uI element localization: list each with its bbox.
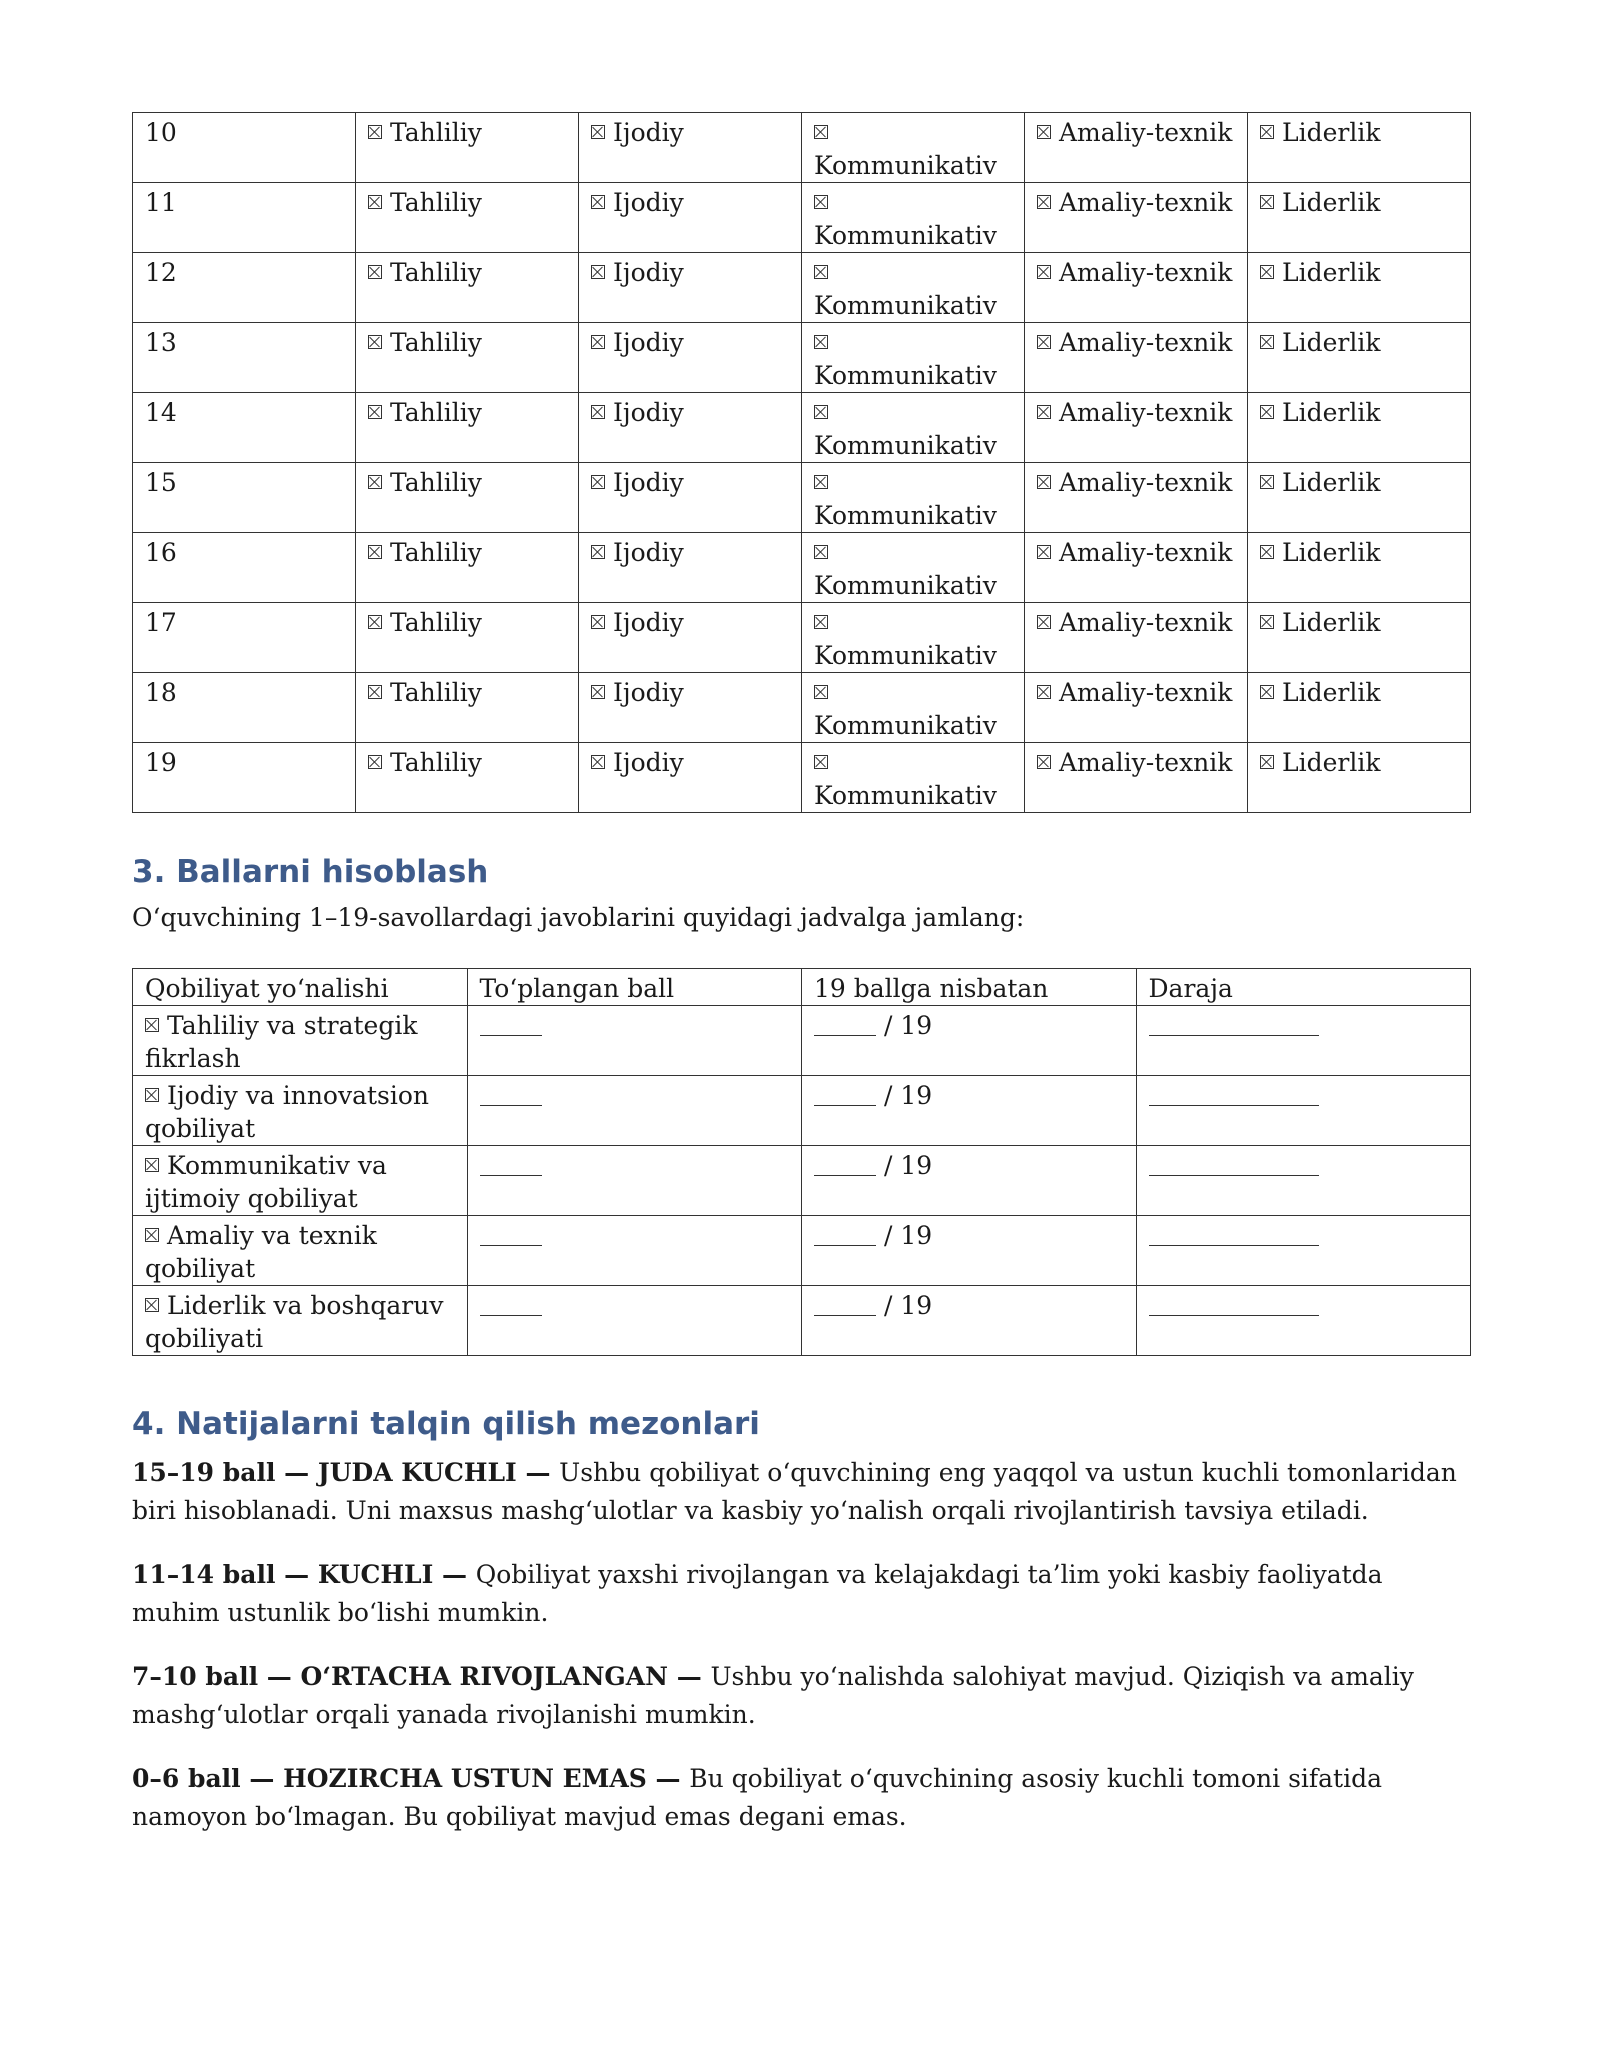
checkbox-icon[interactable] [1260,475,1274,489]
option-cell[interactable] [1248,533,1471,603]
option-cell[interactable] [356,113,579,183]
option-label: Tahliliy [390,468,482,497]
answer-table [132,112,1471,813]
checkbox-icon[interactable] [1260,545,1274,559]
ability-cell [133,1216,468,1286]
option-label: Liderlik [1282,538,1381,567]
option-cell[interactable] [1248,323,1471,393]
ratio-blank[interactable] [814,1083,876,1106]
checkbox-icon[interactable] [368,335,382,349]
option-label: Kommunikativ [814,151,997,180]
option-cell[interactable] [1025,603,1248,673]
option-label: Ijodiy [613,608,684,637]
option-cell[interactable] [356,603,579,673]
option-cell[interactable] [1248,673,1471,743]
criterion-range: 7–10 ball [132,1662,259,1691]
option-label: Ijodiy [613,328,684,357]
ability-label: Liderlik va boshqaruv qobiliyati [145,1291,444,1353]
level-blank[interactable] [1149,1013,1319,1036]
option-cell[interactable] [1025,253,1248,323]
option-cell[interactable] [579,323,802,393]
option-label: Liderlik [1282,118,1381,147]
score-cell[interactable] [467,1286,802,1356]
level-cell[interactable] [1136,1216,1471,1286]
level-blank[interactable] [1149,1223,1319,1246]
checkbox-icon[interactable] [145,1158,159,1172]
question-number: 10 [133,113,356,183]
checkbox-icon[interactable] [368,685,382,699]
question-row [133,603,1471,673]
criterion: 15–19 ball — JUDA KUCHLI — Ushbu qobiliyat o‘quvchining eng yaqqol va ustun kuchli tomonlaridan biri hisoblanadi. Uni maxsus mashg‘ulotlar va kasbiy yo‘nalish orqali rivojlantirish tavsiya etiladi. [132,1458,1457,1525]
checkbox-icon[interactable] [1260,265,1274,279]
option-label: Liderlik [1282,398,1381,427]
checkbox-icon[interactable] [368,265,382,279]
option-label: Kommunikativ [814,221,997,250]
option-cell[interactable] [802,253,1025,323]
checkbox-icon[interactable] [591,405,605,419]
option-label: Kommunikativ [814,291,997,320]
header-cell: To‘plangan ball [467,969,802,1006]
option-label: Tahliliy [390,678,482,707]
checkbox-icon[interactable] [145,1228,159,1242]
checkbox-icon[interactable] [1037,125,1051,139]
level-cell[interactable] [1136,1146,1471,1216]
ratio-cell[interactable] [802,1216,1137,1286]
option-cell[interactable] [356,393,579,463]
option-cell[interactable] [356,533,579,603]
checkbox-icon[interactable] [368,195,382,209]
checkbox-icon[interactable] [368,125,382,139]
out-of-label: / 19 [884,1011,933,1040]
checkbox-icon[interactable] [145,1088,159,1102]
out-of-label: / 19 [884,1221,933,1250]
option-label: Tahliliy [390,118,482,147]
criterion-level: HOZIRCHA USTUN EMAS [283,1764,647,1793]
option-cell[interactable] [579,463,802,533]
ability-label: Tahliliy va strategik fikrlash [145,1011,418,1073]
option-cell[interactable] [1248,743,1471,813]
option-label: Amaliy-texnik [1059,468,1233,497]
ratio-blank[interactable] [814,1223,876,1246]
criterion-level: JUDA KUCHLI [317,1458,517,1487]
score-table-header [133,969,1471,1006]
checkbox-icon[interactable] [1037,615,1051,629]
criterion: 7–10 ball — O‘RTACHA RIVOJLANGAN — Ushbu yo‘nalishda salohiyat mavjud. Qiziqish va amaliy mashg‘ulotlar orqali yanada rivojlanishi mumkin. [132,1662,1414,1729]
score-row [133,1076,1471,1146]
option-cell[interactable] [802,113,1025,183]
checkbox-icon[interactable] [1260,615,1274,629]
ability-cell [133,1076,468,1146]
criterion-range: 0–6 ball [132,1764,241,1793]
option-cell[interactable] [802,533,1025,603]
option-label: Ijodiy [613,118,684,147]
level-cell[interactable] [1136,1286,1471,1356]
question-number: 13 [133,323,356,393]
option-cell[interactable] [579,533,802,603]
question-row [133,463,1471,533]
option-label: Amaliy-texnik [1059,678,1233,707]
criterion: 11–14 ball — KUCHLI — Qobiliyat yaxshi rivojlangan va kelajakdagi ta’lim yoki kasbiy faoliyatda muhim ustunlik bo‘lishi mumkin. [132,1560,1383,1627]
option-label: Tahliliy [390,538,482,567]
section-3-title: 3. Ballarni hisoblash [132,854,489,890]
checkbox-icon[interactable] [814,615,828,629]
option-cell[interactable] [579,393,802,463]
criterion-text: Ushbu qobiliyat o‘quvchining eng yaqqol va ustun kuchli tomonlaridan biri hisoblanadi. Uni maxsus mashg‘ulotlar va kasbiy yo‘nalish orqali rivojlantirish tavsiya etiladi. [132,1458,1457,1525]
question-number: 19 [133,743,356,813]
checkbox-icon[interactable] [1037,685,1051,699]
option-label: Amaliy-texnik [1059,398,1233,427]
option-label: Amaliy-texnik [1059,328,1233,357]
option-cell[interactable] [1025,533,1248,603]
checkbox-icon[interactable] [591,615,605,629]
option-cell[interactable] [1248,253,1471,323]
criterion-range: 15–19 ball [132,1458,276,1487]
question-row [133,323,1471,393]
option-cell[interactable] [802,183,1025,253]
checkbox-icon[interactable] [368,405,382,419]
ability-cell [133,1146,468,1216]
checkbox-icon[interactable] [814,685,828,699]
checkbox-icon[interactable] [1037,755,1051,769]
criterion-text: Ushbu yo‘nalishda salohiyat mavjud. Qiziqish va amaliy mashg‘ulotlar orqali yanada rivojlanishi mumkin. [132,1662,1414,1729]
checkbox-icon[interactable] [814,755,828,769]
section-3-intro: O‘quvchining 1–19-savollardagi javoblarini quyidagi jadvalga jamlang: [132,903,1025,932]
ability-cell [133,1286,468,1356]
checkbox-icon[interactable] [1037,405,1051,419]
score-blank[interactable] [480,1153,542,1176]
option-cell[interactable] [1025,183,1248,253]
question-number: 16 [133,533,356,603]
checkbox-icon[interactable] [145,1018,159,1032]
option-label: Kommunikativ [814,361,997,390]
checkbox-icon[interactable] [368,545,382,559]
option-cell[interactable] [1025,673,1248,743]
option-label: Tahliliy [390,608,482,637]
criteria-list [132,1454,1470,1862]
checkbox-icon[interactable] [145,1298,159,1312]
checkbox-icon[interactable] [1260,405,1274,419]
option-cell[interactable] [1248,393,1471,463]
option-cell[interactable] [802,463,1025,533]
out-of-label: / 19 [884,1291,933,1320]
option-cell[interactable] [1248,463,1471,533]
section-4-title: 4. Natijalarni talqin qilish mezonlari [132,1406,760,1442]
option-label: Liderlik [1282,188,1381,217]
option-label: Kommunikativ [814,641,997,670]
out-of-label: / 19 [884,1151,933,1180]
option-label: Ijodiy [613,678,684,707]
question-number: 12 [133,253,356,323]
option-label: Ijodiy [613,398,684,427]
ability-label: Ijodiy va innovatsion qobiliyat [145,1081,430,1143]
option-label: Ijodiy [613,468,684,497]
score-cell[interactable] [467,1146,802,1216]
option-label: Kommunikativ [814,501,997,530]
score-blank[interactable] [480,1223,542,1246]
question-row [133,183,1471,253]
ratio-cell[interactable] [802,1006,1137,1076]
score-row [133,1146,1471,1216]
question-number: 17 [133,603,356,673]
criterion-text: Qobiliyat yaxshi rivojlangan va kelajakdagi ta’lim yoki kasbiy faoliyatda muhim ustunlik bo‘lishi mumkin. [132,1560,1383,1627]
checkbox-icon[interactable] [591,195,605,209]
checkbox-icon[interactable] [814,125,828,139]
criterion-level: KUCHLI [317,1560,434,1589]
level-blank[interactable] [1149,1293,1319,1316]
option-label: Ijodiy [613,748,684,777]
question-row [133,673,1471,743]
checkbox-icon[interactable] [368,755,382,769]
score-cell[interactable] [467,1006,802,1076]
ratio-cell[interactable] [802,1076,1137,1146]
checkbox-icon[interactable] [591,545,605,559]
checkbox-icon[interactable] [591,335,605,349]
option-label: Kommunikativ [814,711,997,740]
score-blank[interactable] [480,1083,542,1106]
question-row [133,743,1471,813]
score-blank[interactable] [480,1293,542,1316]
option-label: Ijodiy [613,188,684,217]
option-cell[interactable] [356,253,579,323]
option-cell[interactable] [579,603,802,673]
option-label: Tahliliy [390,258,482,287]
score-row [133,1216,1471,1286]
checkbox-icon[interactable] [814,545,828,559]
checkbox-icon[interactable] [1260,755,1274,769]
checkbox-icon[interactable] [1037,545,1051,559]
ratio-cell[interactable] [802,1146,1137,1216]
option-cell[interactable] [1025,393,1248,463]
option-label: Amaliy-texnik [1059,538,1233,567]
option-label: Kommunikativ [814,781,997,810]
header-cell: Daraja [1136,969,1471,1006]
option-label: Tahliliy [390,188,482,217]
checkbox-icon[interactable] [591,755,605,769]
option-cell[interactable] [579,253,802,323]
option-cell[interactable] [802,323,1025,393]
ratio-blank[interactable] [814,1153,876,1176]
checkbox-icon[interactable] [1037,195,1051,209]
option-cell[interactable] [1025,463,1248,533]
option-label: Kommunikativ [814,571,997,600]
score-cell[interactable] [467,1216,802,1286]
option-label: Liderlik [1282,258,1381,287]
score-row [133,1286,1471,1356]
option-label: Liderlik [1282,328,1381,357]
level-cell[interactable] [1136,1006,1471,1076]
checkbox-icon[interactable] [591,475,605,489]
score-table [132,968,1471,1356]
ability-label: Amaliy va texnik qobiliyat [145,1221,377,1283]
out-of-label: / 19 [884,1081,933,1110]
document-page [132,112,1470,1831]
question-number: 18 [133,673,356,743]
checkbox-icon[interactable] [1260,195,1274,209]
criterion: 0–6 ball — HOZIRCHA USTUN EMAS — Bu qobiliyat o‘quvchining asosiy kuchli tomoni sifatida namoyon bo‘lmagan. Bu qobiliyat mavjud emas degani emas. [132,1764,1383,1831]
question-row [133,253,1471,323]
option-cell[interactable] [1025,743,1248,813]
question-number: 15 [133,463,356,533]
question-row [133,113,1471,183]
option-cell[interactable] [579,673,802,743]
option-label: Amaliy-texnik [1059,258,1233,287]
checkbox-icon[interactable] [591,265,605,279]
checkbox-icon[interactable] [591,685,605,699]
option-label: Liderlik [1282,678,1381,707]
question-row [133,533,1471,603]
option-label: Amaliy-texnik [1059,608,1233,637]
header-cell: 19 ballga nisbatan [802,969,1137,1006]
option-cell[interactable] [802,393,1025,463]
option-cell[interactable] [579,113,802,183]
checkbox-icon[interactable] [1260,335,1274,349]
ratio-blank[interactable] [814,1293,876,1316]
checkbox-icon[interactable] [1037,335,1051,349]
checkbox-icon[interactable] [1037,475,1051,489]
score-row [133,1006,1471,1076]
option-cell[interactable] [356,323,579,393]
option-cell[interactable] [579,743,802,813]
ability-cell [133,1006,468,1076]
option-cell[interactable] [802,603,1025,673]
option-label: Amaliy-texnik [1059,118,1233,147]
question-row [133,393,1471,463]
checkbox-icon[interactable] [591,125,605,139]
question-number: 14 [133,393,356,463]
level-blank[interactable] [1149,1153,1319,1176]
option-cell[interactable] [1248,183,1471,253]
option-label: Liderlik [1282,748,1381,777]
option-cell[interactable] [356,183,579,253]
option-cell[interactable] [802,743,1025,813]
option-label: Amaliy-texnik [1059,188,1233,217]
checkbox-icon[interactable] [814,335,828,349]
ratio-cell[interactable] [802,1286,1137,1356]
criterion-text: Bu qobiliyat o‘quvchining asosiy kuchli tomoni sifatida namoyon bo‘lmagan. Bu qobiliyat mavjud emas degani emas. [132,1764,1383,1831]
level-blank[interactable] [1149,1083,1319,1106]
level-cell[interactable] [1136,1076,1471,1146]
option-cell[interactable] [1025,113,1248,183]
criterion-level: O‘RTACHA RIVOJLANGAN [300,1662,669,1691]
checkbox-icon[interactable] [814,475,828,489]
option-cell[interactable] [802,673,1025,743]
option-label: Ijodiy [613,538,684,567]
question-number: 11 [133,183,356,253]
option-cell[interactable] [356,463,579,533]
checkbox-icon[interactable] [1260,125,1274,139]
option-label: Amaliy-texnik [1059,748,1233,777]
option-label: Liderlik [1282,608,1381,637]
criterion-range: 11–14 ball [132,1560,276,1589]
header-cell: Qobiliyat yo‘nalishi [133,969,468,1006]
option-cell[interactable] [1248,113,1471,183]
option-label: Kommunikativ [814,431,997,460]
checkbox-icon[interactable] [368,475,382,489]
checkbox-icon[interactable] [814,405,828,419]
checkbox-icon[interactable] [368,615,382,629]
option-cell[interactable] [356,673,579,743]
checkbox-icon[interactable] [814,195,828,209]
option-label: Tahliliy [390,748,482,777]
option-cell[interactable] [579,183,802,253]
ability-label: Kommunikativ va ijtimoiy qobiliyat [145,1151,387,1213]
option-label: Tahliliy [390,398,482,427]
option-label: Ijodiy [613,258,684,287]
checkbox-icon[interactable] [814,265,828,279]
option-label: Tahliliy [390,328,482,357]
checkbox-icon[interactable] [1260,685,1274,699]
score-cell[interactable] [467,1076,802,1146]
option-cell[interactable] [1025,323,1248,393]
option-cell[interactable] [1248,603,1471,673]
ratio-blank[interactable] [814,1013,876,1036]
score-blank[interactable] [480,1013,542,1036]
checkbox-icon[interactable] [1037,265,1051,279]
option-label: Liderlik [1282,468,1381,497]
option-cell[interactable] [356,743,579,813]
